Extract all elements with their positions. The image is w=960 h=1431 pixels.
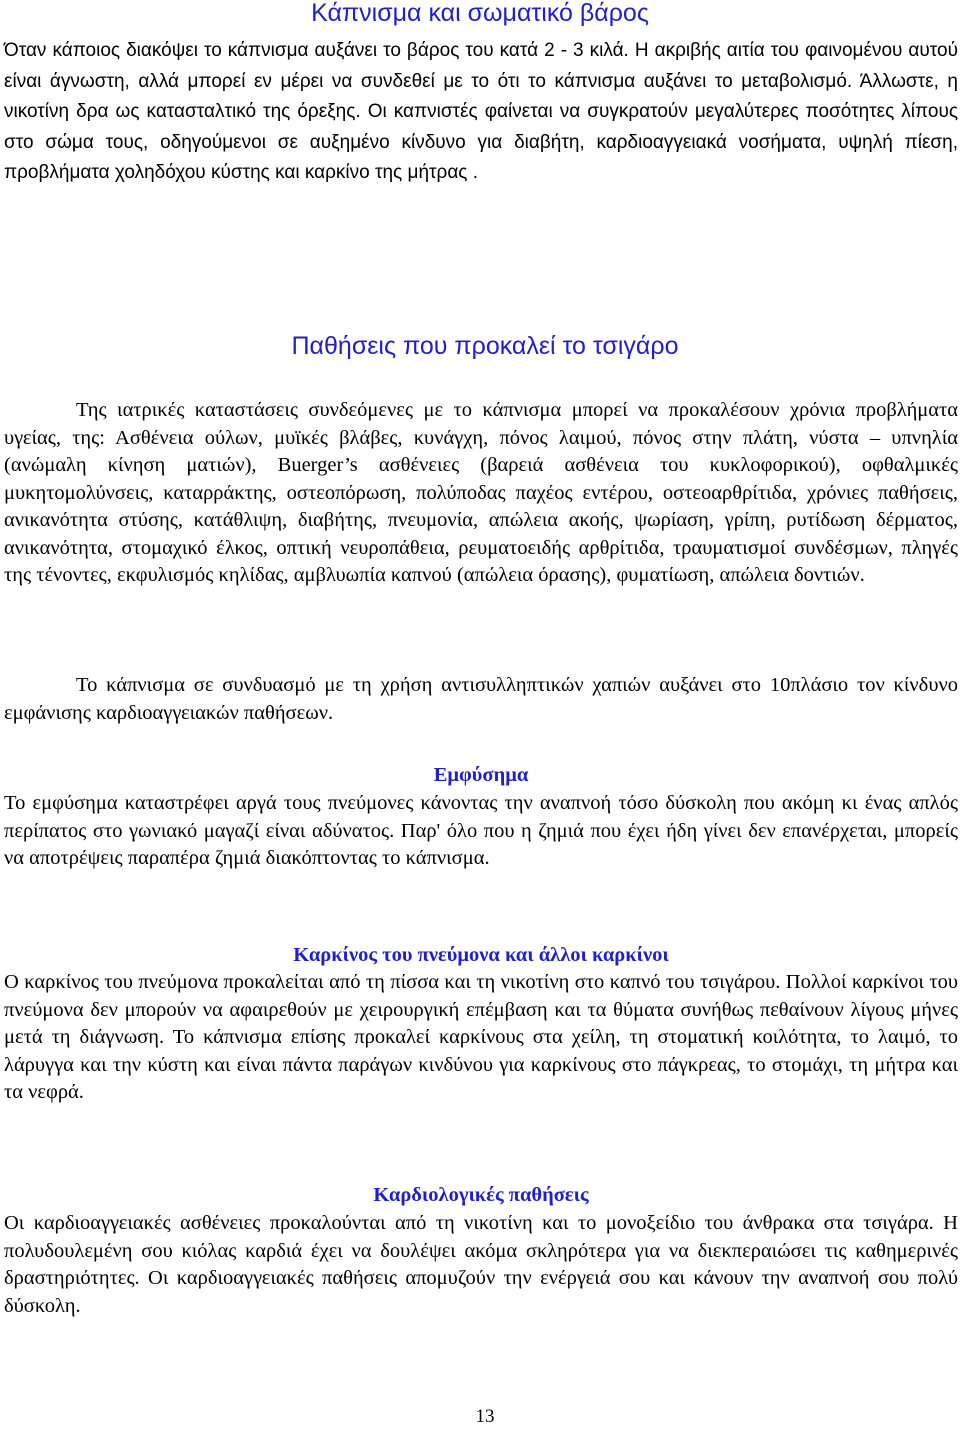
paragraph-cardiology: Οι καρδιοαγγειακές ασθένειες προκαλούνται από τη νικοτίνη και το μονοξείδιο του άνθρακα στα τσιγάρα. Η πολυδουλεμένη σου κιόλας καρδιά έχει να δουλέψει ακόμα σκληρότερα για να διεκπεραιώσει τις καθημερινές δραστηριότητες. Οι καρδιοαγγειακές παθήσεις απομυζούν την ενέργειά σου και κάνουν την αναπνοή σου πολύ δύσκολη.	[4, 1212, 958, 1317]
paragraph-lung-cancer: Ο καρκίνος του πνεύμονα προκαλείται από τη πίσσα και τη νικοτίνη στο καπνό του τσιγάρου. Πολλοί καρκίνοι του πνεύμονα δεν μπορούν να αφαιρεθούν με χειρουργική επέμβαση και τα θύματα συνήθως πεθαίνουν λίγους μήνες μετά τη διάγνωση. Το κάπνισμα επίσης προκαλεί καρκίνους στα χείλη, τη στοματική κοιλότητα, το λαιμό, το λάρυγγα και την κύστη και είναι πάντα παράγων κινδύνου για καρκίνους στο πάγκρεας, το στομάχι, τη μήτρα και τα νεφρά.	[4, 971, 958, 1103]
section-title-conditions: Παθήσεις που προκαλεί το τσιγάρο	[291, 332, 679, 360]
heading-cardiology: Καρδιολογικές παθήσεις	[373, 1184, 589, 1206]
paragraph-contraceptives: Το κάπνισμα σε συνδυασμό με τη χρήση αντισυλληπτικών χαπιών αυξάνει στο 10πλάσιο τον κίνδυνο εμφάνισης καρδιοαγγειακών παθήσεων.	[4, 674, 958, 724]
page-number: 13	[475, 1406, 495, 1427]
paragraph-conditions-list: Της ιατρικές καταστάσεις συνδεόμενες με το κάπνισμα μπορεί να προκαλέσουν χρόνια προβλήματα υγείας, της: Ασθένεια ούλων, μυϊκές βλάβες, κυνάγχη, πόνος λαιμού, πόνος στην πλάτη, νύστα – υπνηλία (ανώμαλη κίνηση ματιών), Buerger’s ασθένειες (βαρειά ασθένεια του κυκλοφορικού), οφθαλμικές μυκητομολύνσεις, καταρράκτης, οστεοπόρωση, πολύποδας παχέος εντέρου, οστεοαρθρίτιδα, χρόνιες παθήσεις, ανικανότητα στύσης, κατάθλιψη, διαβήτης, πνευμονία, απώλεια ακοής, ψωρίαση, γρίπη, ρυτίδωση δέρματος, ανικανότητα, στομαχικό έλκος, οπτική νευροπάθεια, ρευματοειδής αρθρίτιδα, τραυματισμοί συνδέσμων, πληγές της τένοντες, εκφυλισμός κηλίδας, αμβλυωπία καπνού (απώλεια όρασης), φυματίωση, απώλεια δοντιών.	[4, 399, 958, 586]
paragraph-weight: Όταν κάποιος διακόψει το κάπνισμα αυξάνει το βάρος του κατά 2 - 3 κιλά. Η ακριβής αιτία του φαινομένου αυτού είναι άγνωστη, αλλά μπορεί εν μέρει να συνδεθεί με το ότι το κάπνισμα αυξάνει το μεταβολισμό. Άλλωστε, η νικοτίνη δρα ως κατασταλτικό της όρεξης. Οι καπνιστές φαίνεται να συγκρατούν μεγαλύτερες ποσότητες λίπους στο σώμα τους, οδηγούμενοι σε αυξημένο κίνδυνο για διαβήτη, καρδιοαγγειακά νοσήματα, υψηλή πίεση, προβλήματα χοληδόχου κύστης και καρκίνο της μήτρας .	[4, 40, 958, 183]
heading-emphysema: Εμφύσημα	[433, 764, 529, 786]
section-title-weight: Κάπνισμα και σωματικό βάρος	[311, 0, 649, 27]
paragraph-emphysema: Το εμφύσημα καταστρέφει αργά τους πνεύμονες κάνοντας την αναπνοή τόσο δύσκολη που ακόμη κι ένας απλός περίπατος στο γωνιακό μαγαζί είναι αδύνατος. Παρ' όλο που η ζημιά που έχει ήδη γίνει δεν επανέρχεται, μπορείς να αποτρέψεις παραπέρα ζημιά διακόπτοντας το κάπνισμα.	[4, 792, 958, 869]
heading-lung-cancer: Καρκίνος του πνεύμονα και άλλοι καρκίνοι	[293, 944, 669, 966]
